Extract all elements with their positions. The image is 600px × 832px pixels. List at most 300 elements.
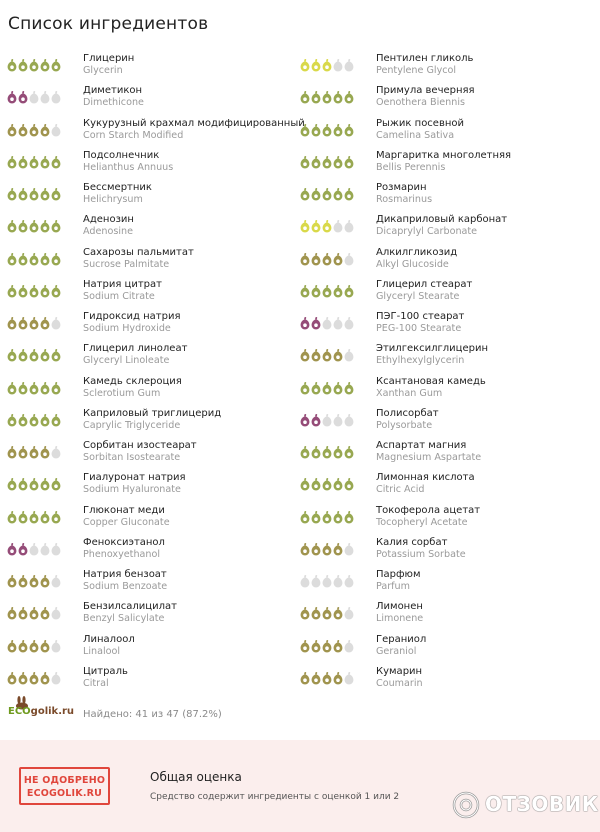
ingredient-item[interactable] <box>7 372 297 404</box>
ingredient-latin-name: Linalool <box>83 645 121 657</box>
drop-filled-icon <box>7 510 17 524</box>
drop-filled-icon <box>29 413 39 427</box>
drop-filled-icon <box>333 671 343 685</box>
ingredient-name: Токоферола ацетат <box>376 504 481 516</box>
drop-empty-icon <box>40 90 50 104</box>
ingredient-latin-name: Sorbitan Isostearate <box>83 452 181 463</box>
drop-filled-icon <box>18 413 28 427</box>
drop-filled-icon <box>300 155 310 169</box>
ingredient-latin-name: Sodium Hydroxide <box>83 323 171 334</box>
drop-filled-icon <box>18 284 28 298</box>
drop-filled-icon <box>29 252 39 266</box>
drop-filled-icon <box>344 90 354 104</box>
ingredient-item[interactable] <box>7 501 297 533</box>
drop-filled-icon <box>29 348 39 362</box>
ingredient-item[interactable] <box>300 372 596 404</box>
drop-filled-icon <box>18 542 28 556</box>
ingredient-name: Парфюм <box>376 569 421 580</box>
ingredient-name: Глицерил линолеат <box>83 343 188 355</box>
ingredient-latin-name: Sclerotium Gum <box>83 387 161 399</box>
drop-filled-icon <box>7 187 17 201</box>
ingredient-name: Гераниол <box>376 633 427 645</box>
drop-filled-icon <box>40 123 50 137</box>
ingredient-latin-name: Citral <box>83 677 109 689</box>
drop-filled-icon <box>40 606 50 620</box>
ingredient-latin-name: Xanthan Gum <box>376 387 443 399</box>
drop-empty-icon <box>344 542 354 556</box>
ingredient-list <box>0 49 600 694</box>
ingredient-latin-name: Potassium Sorbate <box>376 548 466 560</box>
ingredient-latin-name: Camelina Sativa <box>376 129 455 141</box>
ingredient-latin-name: Caprylic Triglyceride <box>83 419 181 431</box>
ingredient-row <box>0 178 600 210</box>
drop-filled-icon <box>7 542 17 556</box>
drop-filled-icon <box>333 639 343 653</box>
drop-filled-icon <box>311 671 321 685</box>
drop-filled-icon <box>51 219 61 233</box>
ingredient-row <box>0 662 600 694</box>
drop-filled-icon <box>322 90 332 104</box>
rating-drops <box>300 574 354 588</box>
drop-filled-icon <box>322 348 332 362</box>
drop-filled-icon <box>18 510 28 524</box>
drop-filled-icon <box>18 219 28 233</box>
drop-filled-icon <box>300 90 310 104</box>
drop-filled-icon <box>311 348 321 362</box>
ingredient-name: Натрия бензоат <box>83 569 167 580</box>
ingredient-item[interactable] <box>7 178 297 210</box>
drop-filled-icon <box>311 252 321 266</box>
drop-filled-icon <box>29 219 39 233</box>
ingredient-row <box>0 372 600 404</box>
drop-filled-icon <box>29 123 39 137</box>
drop-filled-icon <box>18 123 28 137</box>
ingredient-row <box>0 275 600 307</box>
ingredient-name: Линалоол <box>83 633 135 645</box>
ecogolik-logo[interactable] <box>6 696 76 722</box>
drop-filled-icon <box>322 284 332 298</box>
ingredient-item[interactable] <box>300 114 596 146</box>
drop-filled-icon <box>7 58 17 72</box>
ingredient-item[interactable] <box>300 275 596 307</box>
rating-drops <box>7 58 61 72</box>
rating-drops <box>7 413 61 427</box>
drop-filled-icon <box>311 316 321 330</box>
drop-filled-icon <box>51 187 61 201</box>
ingredient-row <box>0 114 600 146</box>
drop-empty-icon <box>51 671 61 685</box>
drop-empty-icon <box>51 445 61 459</box>
rating-drops <box>300 510 354 524</box>
rating-drops <box>300 671 354 685</box>
rating-drops <box>7 381 61 395</box>
ingredient-item[interactable] <box>300 307 596 339</box>
drop-filled-icon <box>51 510 61 524</box>
rating-drops <box>7 348 61 362</box>
drop-filled-icon <box>344 445 354 459</box>
ingredient-item[interactable] <box>7 114 305 146</box>
drop-filled-icon <box>311 542 321 556</box>
drop-filled-icon <box>18 445 28 459</box>
drop-filled-icon <box>7 123 17 137</box>
ingredient-item[interactable] <box>7 243 297 275</box>
rating-drops <box>7 316 61 330</box>
drop-filled-icon <box>40 219 50 233</box>
ingredient-name: Натрия цитрат <box>83 278 162 290</box>
ingredient-item[interactable] <box>7 597 297 629</box>
drop-filled-icon <box>311 413 321 427</box>
drop-filled-icon <box>18 671 28 685</box>
drop-filled-icon <box>7 413 17 427</box>
ingredient-item[interactable] <box>7 49 297 81</box>
ingredient-item[interactable] <box>7 630 297 662</box>
ingredient-name: Калия сорбат <box>376 536 448 548</box>
drop-filled-icon <box>29 284 39 298</box>
drop-filled-icon <box>311 155 321 169</box>
rating-drops <box>300 284 354 298</box>
drop-filled-icon <box>300 606 310 620</box>
ingredient-latin-name: Helichrysum <box>83 194 143 205</box>
ingredient-latin-name: Helianthus Annuus <box>83 161 174 173</box>
drop-filled-icon <box>311 284 321 298</box>
drop-filled-icon <box>344 123 354 137</box>
drop-filled-icon <box>29 381 39 395</box>
drop-filled-icon <box>300 284 310 298</box>
rating-drops <box>7 671 61 685</box>
drop-filled-icon <box>29 58 39 72</box>
ingredient-item[interactable] <box>300 81 596 113</box>
ingredient-name: Каприловый триглицерид <box>83 407 222 419</box>
ingredient-item[interactable] <box>300 597 596 629</box>
drop-empty-icon <box>51 90 61 104</box>
drop-filled-icon <box>40 477 50 491</box>
drop-filled-icon <box>51 413 61 427</box>
rating-drops <box>7 445 61 459</box>
ingredient-item[interactable] <box>7 565 297 597</box>
drop-filled-icon <box>51 348 61 362</box>
ingredient-name: Глицерил стеарат <box>376 278 473 290</box>
drop-filled-icon <box>322 477 332 491</box>
drop-filled-icon <box>333 187 343 201</box>
drop-empty-icon <box>344 252 354 266</box>
drop-empty-icon <box>344 671 354 685</box>
rating-drops <box>300 252 354 266</box>
ingredient-row <box>0 210 600 242</box>
drop-empty-icon <box>51 606 61 620</box>
rating-drops <box>7 574 61 588</box>
rating-drops <box>7 542 61 556</box>
logo-golik-text: golik.ru <box>30 706 75 717</box>
drop-filled-icon <box>29 510 39 524</box>
ingredient-row <box>0 49 600 81</box>
drop-empty-icon <box>333 574 343 588</box>
drop-filled-icon <box>300 542 310 556</box>
ingredient-name: Глицерин <box>83 53 135 64</box>
drop-empty-icon <box>51 574 61 588</box>
rating-drops <box>300 316 354 330</box>
drop-filled-icon <box>322 219 332 233</box>
ingredient-item[interactable] <box>300 662 596 694</box>
ingredient-latin-name: Glyceryl Linoleate <box>83 355 170 367</box>
drop-filled-icon <box>29 445 39 459</box>
found-count: Найдено: 41 из 47 (87.2%) <box>83 709 222 720</box>
rating-drops <box>300 58 354 72</box>
ingredient-item[interactable] <box>300 436 596 468</box>
ingredient-row <box>0 81 600 113</box>
drop-empty-icon <box>29 542 39 556</box>
drop-filled-icon <box>7 252 17 266</box>
ingredient-item[interactable] <box>7 146 297 178</box>
ingredient-latin-name: Glyceryl Stearate <box>376 290 460 302</box>
rating-drops <box>300 219 354 233</box>
rating-drops <box>300 606 354 620</box>
drop-filled-icon <box>7 445 17 459</box>
drop-empty-icon <box>344 606 354 620</box>
drop-filled-icon <box>40 348 50 362</box>
ingredient-item[interactable] <box>300 243 596 275</box>
drop-filled-icon <box>7 316 17 330</box>
ingredient-item[interactable] <box>7 468 297 500</box>
drop-filled-icon <box>333 445 343 459</box>
ingredient-name: Гидроксид натрия <box>83 311 181 322</box>
ingredient-latin-name: Dimethicone <box>83 97 144 109</box>
ingredient-item[interactable] <box>7 210 297 242</box>
drop-filled-icon <box>311 639 321 653</box>
drop-filled-icon <box>333 348 343 362</box>
drop-filled-icon <box>7 219 17 233</box>
ingredient-latin-name: Sucrose Palmitate <box>83 258 170 270</box>
ingredient-name: Камедь склероция <box>83 375 182 387</box>
ingredient-item[interactable] <box>300 339 596 371</box>
ingredient-row <box>0 597 600 629</box>
rating-drops <box>7 284 61 298</box>
drop-filled-icon <box>51 155 61 169</box>
drop-filled-icon <box>300 123 310 137</box>
drop-filled-icon <box>333 477 343 491</box>
ingredient-item[interactable] <box>300 178 596 210</box>
ingredient-row <box>0 436 600 468</box>
ingredient-name: Сорбитан изостеарат <box>83 440 197 451</box>
drop-filled-icon <box>344 477 354 491</box>
drop-filled-icon <box>333 123 343 137</box>
drop-filled-icon <box>344 510 354 524</box>
ingredient-name: Лимонная кислота <box>376 472 475 484</box>
drop-filled-icon <box>311 445 321 459</box>
drop-filled-icon <box>18 316 28 330</box>
ingredient-item[interactable] <box>7 404 297 436</box>
drop-filled-icon <box>7 381 17 395</box>
drop-filled-icon <box>311 90 321 104</box>
ingredient-name: Дикаприловый карбонат <box>376 214 508 226</box>
drop-filled-icon <box>322 542 332 556</box>
drop-filled-icon <box>51 477 61 491</box>
rating-drops <box>7 90 61 104</box>
ingredient-item[interactable] <box>7 307 297 339</box>
rating-drops <box>7 510 61 524</box>
drop-filled-icon <box>18 155 28 169</box>
drop-filled-icon <box>322 155 332 169</box>
ingredient-item[interactable] <box>300 146 596 178</box>
ingredient-latin-name: Copper Gluconate <box>83 516 170 528</box>
verdict-description: Средство содержит ингредиенты с оценкой 1 или 2 <box>150 792 400 802</box>
ingredient-item[interactable] <box>7 533 297 565</box>
drop-filled-icon <box>7 574 17 588</box>
drop-empty-icon <box>51 639 61 653</box>
ingredient-item[interactable] <box>7 662 297 694</box>
drop-empty-icon <box>344 316 354 330</box>
ingredient-row <box>0 501 600 533</box>
drop-filled-icon <box>40 316 50 330</box>
ingredient-latin-name: Ethylhexylglycerin <box>376 355 465 367</box>
rating-drops <box>300 413 354 427</box>
rating-drops <box>300 542 354 556</box>
ingredient-item[interactable] <box>300 533 596 565</box>
ingredient-latin-name: Sodium Citrate <box>83 290 155 302</box>
drop-filled-icon <box>51 58 61 72</box>
drop-filled-icon <box>322 123 332 137</box>
drop-filled-icon <box>29 187 39 201</box>
ingredient-name: Бессмертник <box>83 182 152 193</box>
drop-filled-icon <box>40 155 50 169</box>
ingredient-row <box>0 630 600 662</box>
drop-filled-icon <box>333 510 343 524</box>
drop-filled-icon <box>7 90 17 104</box>
ingredient-name: Кукурузный крахмал модифицированный <box>83 117 305 129</box>
ingredient-item[interactable] <box>300 468 596 500</box>
drop-filled-icon <box>300 316 310 330</box>
ingredient-name: Бензилсалицилат <box>83 601 177 613</box>
ingredient-item[interactable] <box>300 49 596 81</box>
ingredient-name: Подсолнечник <box>83 149 160 161</box>
rating-drops <box>300 348 354 362</box>
drop-filled-icon <box>51 381 61 395</box>
ingredient-name: Сахарозы пальмитат <box>83 246 194 258</box>
drop-filled-icon <box>29 155 39 169</box>
ingredient-name: Аденозин <box>83 214 134 226</box>
drop-filled-icon <box>7 639 17 653</box>
drop-empty-icon <box>344 574 354 588</box>
ingredient-name: Полисорбат <box>376 407 439 419</box>
ingredient-latin-name: Parfum <box>376 581 410 592</box>
rating-drops <box>300 445 354 459</box>
ingredient-latin-name: Corn Starch Modified <box>83 129 184 141</box>
drop-filled-icon <box>18 187 28 201</box>
drop-empty-icon <box>322 316 332 330</box>
drop-empty-icon <box>40 542 50 556</box>
ingredient-latin-name: Phenoxyethanol <box>83 548 161 560</box>
ingredient-item[interactable] <box>7 275 297 307</box>
ingredient-latin-name: Glycerin <box>83 65 123 76</box>
rating-drops <box>300 90 354 104</box>
drop-filled-icon <box>333 606 343 620</box>
drop-empty-icon <box>333 316 343 330</box>
ingredient-latin-name: Bellis Perennis <box>376 161 446 173</box>
rating-drops <box>7 123 61 137</box>
drop-filled-icon <box>311 477 321 491</box>
ingredient-row <box>0 533 600 565</box>
drop-filled-icon <box>18 381 28 395</box>
ingredient-latin-name: Dicaprylyl Carbonate <box>376 226 478 238</box>
ingredient-name: Кумарин <box>376 665 423 677</box>
drop-filled-icon <box>7 284 17 298</box>
ingredient-item[interactable] <box>7 339 297 371</box>
ingredient-name: Диметикон <box>83 85 143 97</box>
ingredient-item[interactable] <box>300 404 596 436</box>
rating-drops <box>300 155 354 169</box>
ingredient-name: Пентилен гликоль <box>376 53 474 64</box>
ingredient-item[interactable] <box>7 81 297 113</box>
drop-filled-icon <box>7 155 17 169</box>
rating-drops <box>300 381 354 395</box>
rating-drops <box>300 477 354 491</box>
drop-filled-icon <box>7 671 17 685</box>
drop-filled-icon <box>300 219 310 233</box>
drop-filled-icon <box>29 671 39 685</box>
ingredient-latin-name: Oenothera Biennis <box>376 97 465 109</box>
ingredient-latin-name: Sodium Hyaluronate <box>83 484 181 496</box>
ingredient-name: Розмарин <box>376 182 427 193</box>
stamp-line-2: ECOGOLIK.RU <box>26 788 103 799</box>
rating-drops <box>7 252 61 266</box>
ingredient-latin-name: Rosmarinus <box>376 194 433 205</box>
ingredient-row <box>0 468 600 500</box>
rating-drops <box>300 123 354 137</box>
not-approved-stamp <box>19 767 110 805</box>
drop-filled-icon <box>333 284 343 298</box>
drop-filled-icon <box>333 90 343 104</box>
ingredient-latin-name: Geraniol <box>376 645 417 657</box>
drop-filled-icon <box>333 542 343 556</box>
drop-filled-icon <box>322 639 332 653</box>
ingredient-name: Цитраль <box>83 665 128 677</box>
drop-filled-icon <box>311 219 321 233</box>
drop-empty-icon <box>322 413 332 427</box>
drop-filled-icon <box>311 606 321 620</box>
drop-filled-icon <box>18 477 28 491</box>
drop-filled-icon <box>344 187 354 201</box>
logo-eco-text: ECO <box>8 706 31 717</box>
drop-filled-icon <box>40 284 50 298</box>
ingredient-item[interactable] <box>300 501 596 533</box>
otzovik-logo-icon <box>451 790 481 820</box>
drop-empty-icon <box>311 574 321 588</box>
ingredient-row <box>0 307 600 339</box>
drop-empty-icon <box>333 58 343 72</box>
ingredient-item[interactable] <box>300 565 596 597</box>
drop-filled-icon <box>29 477 39 491</box>
drop-filled-icon <box>300 639 310 653</box>
drop-filled-icon <box>344 155 354 169</box>
drop-filled-icon <box>300 58 310 72</box>
ingredient-item[interactable] <box>300 210 596 242</box>
drop-filled-icon <box>322 252 332 266</box>
ingredient-item[interactable] <box>7 436 297 468</box>
drop-filled-icon <box>300 445 310 459</box>
ingredient-name: Примула вечерняя <box>376 85 475 97</box>
stamp-line-1: НЕ ОДОБРЕНО <box>23 775 106 786</box>
ingredient-item[interactable] <box>300 630 596 662</box>
drop-empty-icon <box>333 413 343 427</box>
ingredient-name: Лимонен <box>376 601 423 613</box>
ingredient-latin-name: Alkyl Glucoside <box>376 258 449 270</box>
drop-filled-icon <box>29 606 39 620</box>
ingredient-latin-name: Pentylene Glycol <box>376 65 457 76</box>
drop-filled-icon <box>40 639 50 653</box>
drop-empty-icon <box>322 574 332 588</box>
drop-filled-icon <box>300 413 310 427</box>
ingredient-latin-name: Adenosine <box>83 226 133 238</box>
drop-filled-icon <box>300 348 310 362</box>
